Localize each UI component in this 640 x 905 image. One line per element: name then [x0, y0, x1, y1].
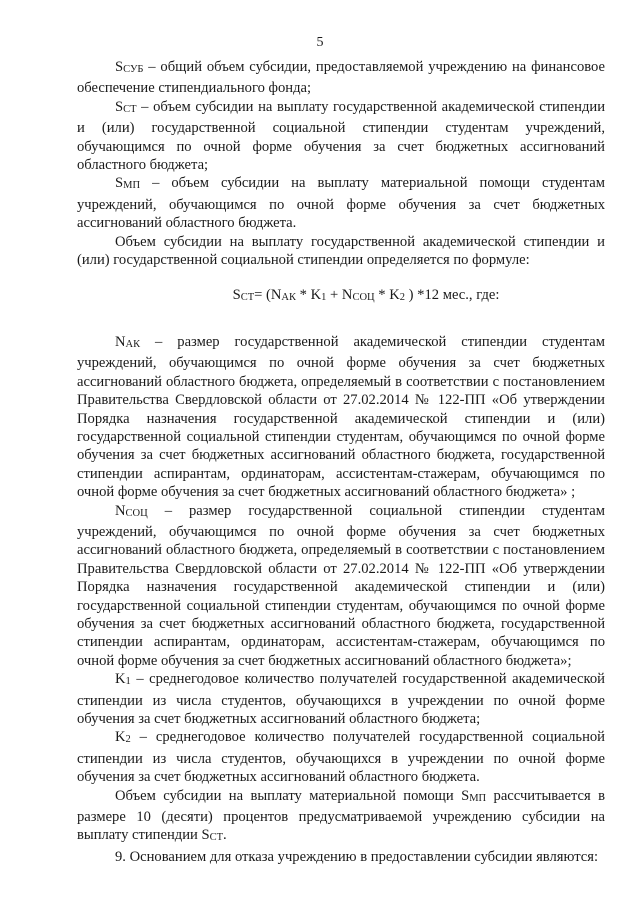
definition-nak	[77, 333, 605, 502]
symbol-n: N	[115, 502, 126, 519]
symbol-subscript: 1	[125, 676, 131, 688]
material-help-text2: рассчитывается в размере 10 (десяти) процентов предусматриваемой учреждению субсидии на выплату стипендии S	[77, 787, 605, 844]
material-help-paragraph	[77, 787, 605, 848]
definition-text: – объем субсидии на выплату государственной академической стипендии и (или) государственной социальной стипендии студентам учреждений, обучающимся по очной форме обучения за счет бюджетных ассигнований областного бюджета;	[77, 98, 605, 174]
definition-text: – среднегодовое количество получателей государственной социальной стипендии из числа студентов, обучающихся в учреждении по очной форме обучения за счет бюджетных ассигнований областного бюджета.	[77, 729, 605, 786]
symbol-subscript: МП	[123, 180, 141, 192]
formula-lhs: S	[232, 287, 241, 304]
clause-9: 9. Основанием для отказа учреждению в предоставлении субсидии являются:	[115, 848, 599, 865]
material-help-sub1: МП	[469, 792, 487, 804]
definition-sst	[77, 98, 605, 175]
definition-text: – общий объем субсидии, предоставляемой учреждению на финансовое обеспечение стипендиального фонда;	[77, 59, 605, 97]
symbol-subscript: СТ	[123, 103, 137, 115]
formula-mul1: * K	[295, 287, 322, 304]
formula-eq: = (N	[254, 287, 282, 304]
material-help-text1: Объем субсидии на выплату материальной помощи S	[115, 787, 470, 804]
definition-nsoc	[77, 502, 605, 671]
formula-nsoc-sub: СОЦ	[352, 292, 375, 304]
definition-k1	[77, 670, 605, 728]
document-body	[77, 58, 605, 866]
formula-mul2: * K	[374, 287, 400, 304]
definition-text: – размер государственной академической стипендии студентам учреждений, обучающимся по очной форме обучения за счет бюджетных ассигнований областного бюджета, определяемый в соответствии с постановлением Правительства Свердловской области от 27.02.2014 № 122-ПП «Об утверждении Порядка назначения государственной академической стипендии и (или) государственной социальной стипендии студентам, обучающимся по очной форме обучения за счет бюджетных ассигнований областного бюджета, государственной стипендии аспирантам, ординаторам, ассистентам-стажерам, обучающимся по очной форме обучения за счет бюджетных ассигнований областного бюджета» ;	[77, 333, 605, 501]
definition-text: – среднегодовое количество получателей государственной академической стипендии из числа студентов, обучающихся в учреждении по очной форме обучения за счет бюджетных ассигнований областного бюджета;	[77, 671, 605, 727]
formula-intro: Объем субсидии на выплату государственной академической стипендии и (или) государственной социальной стипендии определяется по формуле:	[77, 233, 605, 269]
material-help-sub2: СТ	[209, 832, 224, 844]
page-number: 5	[316, 35, 324, 50]
symbol-k: K	[115, 729, 126, 746]
definition-k2	[77, 728, 605, 786]
formula-lhs-sub: СТ	[240, 292, 255, 304]
formula-k1-sub: 1	[321, 292, 327, 304]
symbol-subscript: СУБ	[123, 64, 144, 75]
symbol-s: S	[115, 98, 124, 115]
symbol-k: K	[115, 671, 126, 688]
symbol-s: S	[115, 175, 124, 192]
symbol-s: S	[115, 59, 124, 75]
material-help-text3: .	[223, 827, 227, 844]
definition-ssub	[77, 58, 605, 98]
formula	[77, 286, 605, 307]
formula-k2-sub: 2	[399, 292, 406, 304]
symbol-subscript: АК	[125, 338, 141, 350]
definition-smp	[77, 174, 605, 232]
symbol-n: N	[115, 333, 126, 350]
symbol-subscript: СОЦ	[125, 507, 148, 519]
formula-nak-sub: АК	[281, 292, 296, 304]
definition-text: – объем субсидии на выплату материальной помощи студентам учреждений, обучающимся по очной форме обучения за счет бюджетных ассигнований областного бюджета.	[77, 175, 605, 232]
formula-tail: ) *12 мес., где:	[405, 287, 500, 304]
definition-text: – размер государственной социальной стипендии студентам учреждений, обучающимся по очной форме обучения за счет бюджетных ассигнований областного бюджета, определяемый в соответствии с постановлением Правительства Свердловской области от 27.02.2014 № 122-ПП «Об утверждении Порядка назначения государственной академической стипендии и (или) государственной социальной стипендии студентам, обучающимся по очной форме обучения за счет бюджетных ассигнований областного бюджета, государственной стипендии аспирантам, ординаторам, ассистентам-стажерам, обучающимся по очной форме обучения за счет бюджетных ассигнований областного бюджета»;	[77, 502, 605, 669]
formula-plus: + N	[326, 287, 353, 304]
symbol-subscript: 2	[125, 734, 131, 746]
